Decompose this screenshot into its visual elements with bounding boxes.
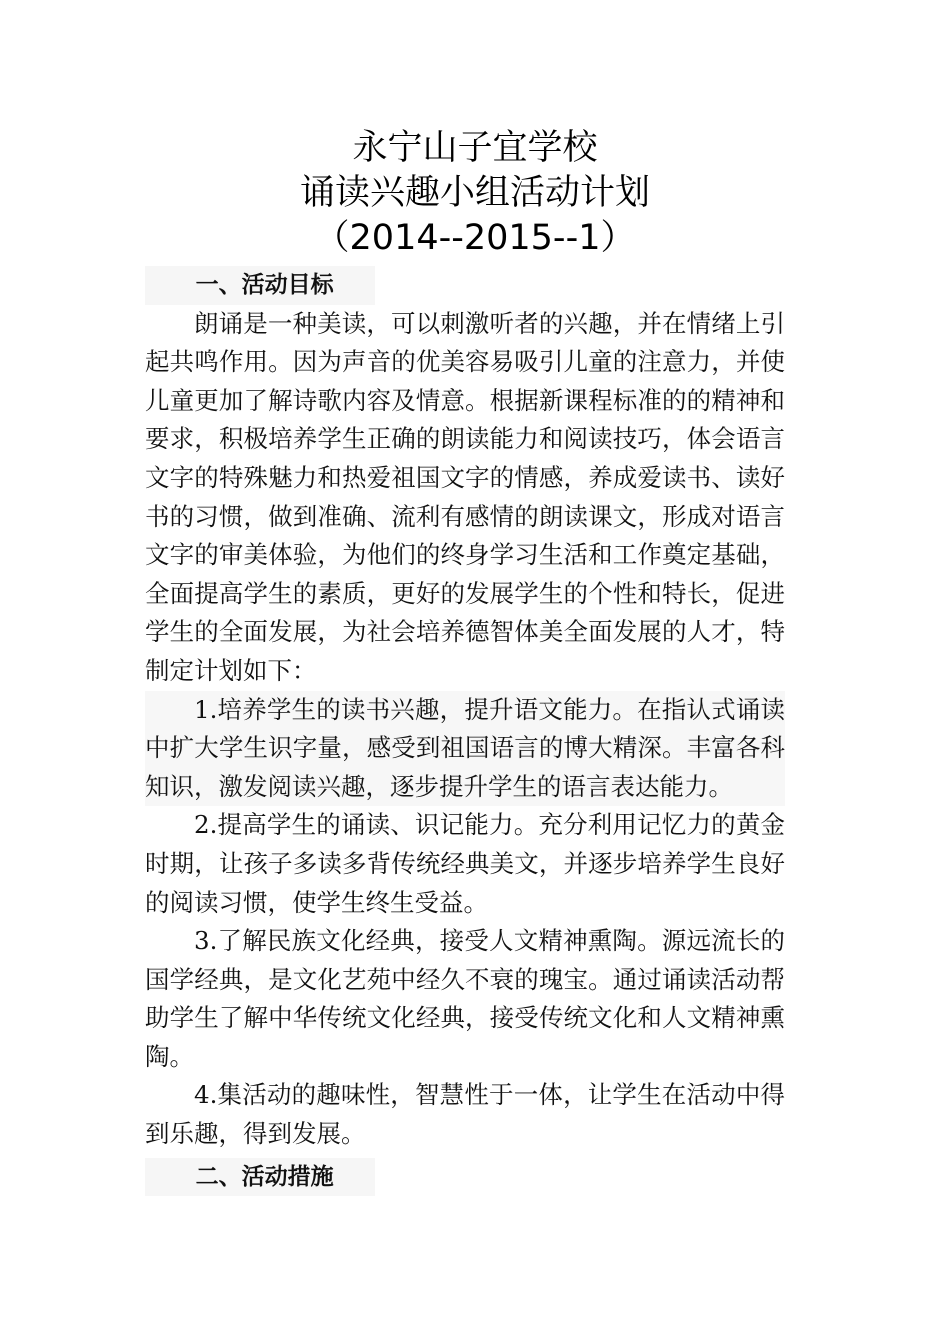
section-heading-measures: 二、活动措施 (145, 1158, 375, 1197)
intro-paragraph: 朗诵是一种美读，可以刺激听者的兴趣，并在情绪上引起共鸣作用。因为声音的优美容易吸引儿童的注意力，并使儿童更加了解诗歌内容及情意。根据新课程标准的的精神和要求，积极培养学生正确的朗读能力和阅读技巧，体会语言文字的特殊魅力和热爱祖国文字的情感，养成爱读书、读好书的习惯，做到准确、流利有感情的朗读课文，形成对语言文字的审美体验，为他们的终身学习生活和工作奠定基础，全面提高学生的素质，更好的发展学生的个性和特长，促进学生的全面发展，为社会培养德智体美全面发展的人才，特制定计划如下： (145, 308, 785, 685)
goal-item-4: 4.集活动的趣味性，智慧性于一体，让学生在活动中得到乐趣，得到发展。 (145, 1080, 785, 1149)
goal-item-1: 1.培养学生的读书兴趣，提升语文能力。在指认式诵读中扩大学生识字量，感受到祖国语言的博大精深。丰富各科知识，激发阅读兴趣，逐步提升学生的语言表达能力。 (145, 691, 785, 807)
term-label: （2014--2015--1） (314, 218, 636, 258)
document-body (145, 266, 785, 1196)
title-block (0, 126, 950, 261)
goal-item-2: 2.提高学生的诵读、识记能力。充分利用记忆力的黄金时期，让孩子多读多背传统经典美文，并逐步培养学生良好的阅读习惯，使学生终生受益。 (145, 810, 785, 917)
goal-item-3: 3.了解民族文化经典，接受人文精神熏陶。源远流长的国学经典，是文化艺苑中经久不衰的瑰宝。通过诵读活动帮助学生了解中华传统文化经典，接受传统文化和人文精神熏陶。 (145, 926, 785, 1071)
section-heading-goals: 一、活动目标 (145, 266, 375, 305)
school-name: 永宁山子宜学校 (352, 128, 598, 168)
plan-title: 诵读兴趣小组活动计划 (299, 173, 650, 213)
